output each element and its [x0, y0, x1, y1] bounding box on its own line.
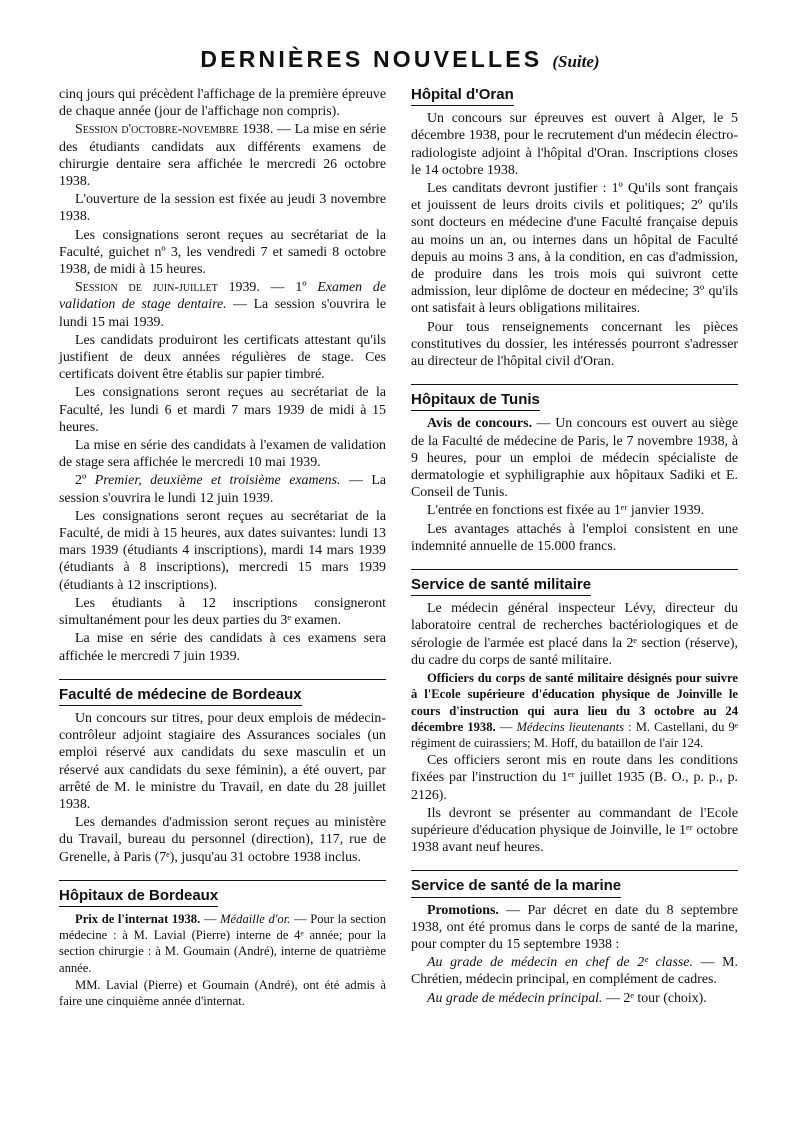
paragraph: Les consignations seront reçues au secrétariat de la Faculté, guichet nº 3, les vendredi 7 et samedi 8 octobre 1938, de midi à 15 heures.: [59, 227, 386, 278]
left-column: [59, 86, 386, 1010]
paragraph: Au grade de médecin principal. — 2ᵉ tour (choix).: [427, 990, 707, 1006]
paragraph: Les consignations seront reçues au secrétariat de la Faculté, de midi à 15 heures, aux dates suivantes: lundi 13 mars 1939 (étudiants 4 inscriptions), mardi 14 mars 1939 (étudiants à 8 inscriptions), mercredi 15 mars 1939 (étudiants à 12 inscriptions).: [59, 508, 386, 593]
paragraph: Officiers du corps de santé militaire désignés pour suivre à l'Ecole supérieure d'éducation physique de Joinville le cours d'instruction qui aura lieu du 3 octobre au 24 décembre 1938. — Médecins lieutenants : M. Castellani, du 9ᵉ régiment de cuirassiers; M. Hoff, du bataillon de l'air 124.: [411, 671, 739, 750]
paragraph: L'ouverture de la session est fixée au jeudi 3 novembre 1938.: [59, 192, 386, 225]
section-heading-sante-militaire: Service de santé militaire: [411, 576, 591, 596]
paragraph: Les consignations seront reçues au secrétariat de la Faculté, les lundi 6 et mardi 7 mars 1939 de midi à 15 heures.: [59, 385, 386, 435]
paragraph: Les étudiants à 12 inscriptions consigneront simultanément pour les deux parties du 3ᵉ examen.: [59, 595, 386, 629]
paragraph: Un concours sur épreuves est ouvert à Alger, le 5 décembre 1938, pour le recrutement d'un médecin électro-radiologiste adjoint à l'hôpital d'Oran. Inscriptions closes le 14 octobre 1938.: [411, 111, 738, 178]
paragraph: MM. Lavial (Pierre) et Goumain (André), ont été admis à faire une cinquième année d'internat.: [59, 977, 386, 1008]
paragraph: Ces officiers seront mis en route dans les conditions fixées par l'instruction du 1ᵉʳ juillet 1935 (B. O., p. p., p. 2126).: [411, 753, 738, 803]
section-heading-hopitaux-tunis: Hôpitaux de Tunis: [411, 391, 540, 411]
section-divider: [411, 870, 738, 901]
paragraph: Un concours sur titres, pour deux emplois de médecin-contrôleur adjoint stagiaire des Assurances sociales (un emploi réservé aux candidats du sexe masculin et un réservé aux candidats du sexe féminin), a été ouvert, par arrêté de M. le ministre du Travail, en date du 28 juillet 1938.: [59, 710, 386, 812]
paragraph: Ils devront se présenter au commandant de l'Ecole supérieure d'éducation physique de Joinville, le 1ᵉʳ octobre 1938 avant neuf heures.: [411, 805, 738, 856]
paragraph: L'entrée en fonctions est fixée au 1ᵉʳ janvier 1939.: [427, 503, 705, 519]
section-divider: [411, 384, 738, 415]
paragraph: cinq jours qui précèdent l'affichage de la première épreuve de chaque année (jour de l'affichage non compris).: [59, 87, 386, 120]
right-column: [411, 86, 738, 1008]
paragraph: Session d'octobre-novembre 1938. — La mise en série des étudiants candidats aux différents examens de chirurgie dentaire sera affichée le mercredi 26 octobre 1938.: [59, 122, 386, 190]
page-header: [0, 46, 800, 73]
paragraph: Les canditats devront justifier : 1º Qu'ils sont français et jouissent de leurs droits civils et politiques; 2º qu'ils sont docteurs en médecine d'une Faculté française depuis au moins un an, ou internes dans un hôpital de Faculté depuis au moins 3 ans, à la condition, en cas d'admission, de produire dans les trois mois qui suivront cette admission, leur diplôme de docteur en médecine; 3º qu'ils ont satisfait à leurs obligations militaires.: [411, 181, 738, 317]
section-heading-sante-marine: Service de santé de la marine: [411, 877, 621, 897]
paragraph: 2º Premier, deuxième et troisième examens. — La session s'ouvrira le lundi 12 juin 1939.: [59, 473, 386, 506]
paragraph: Les avantages attachés à l'emploi consistent en une indemnité annuelle de 15.000 francs.: [411, 521, 738, 554]
paragraph: Avis de concours. — Un concours est ouvert au siège de la Faculté de médecine de Paris, le 7 novembre 1938, à 9 heures, pour un emploi de médecin spécialiste de dermatologie et syphiligraphie aux hôpitaux Sadiki et E. Conseil de Tunis.: [411, 416, 738, 501]
section-divider: [411, 86, 738, 110]
section-divider: [411, 569, 738, 600]
paragraph: Prix de l'internat 1938. — Médaille d'or. — Pour la section médecine : à M. Lavial (Pierre) interne de 4ᵉ année; pour la section chirurgie : à M. Goumain (André), interne de quatrième année.: [59, 911, 386, 975]
paragraph: Session de juin-juillet 1939. — 1º Examen de validation de stage dentaire. — La session s'ouvrira le lundi 15 mai 1939.: [59, 280, 386, 330]
paragraph: La mise en série des candidats à l'examen de validation de stage sera affichée le mercredi 10 mai 1939.: [59, 438, 386, 471]
section-divider: [59, 880, 386, 911]
section-heading-hopitaux-bordeaux: Hôpitaux de Bordeaux: [59, 887, 218, 907]
paragraph: Pour tous renseignements concernant les pièces constitutives du dossier, les intéressés pourront s'adresser au directeur de l'hôpital civil d'Oran.: [411, 319, 738, 370]
section-heading-hopital-oran: Hôpital d'Oran: [411, 86, 514, 106]
page-title-suite: (Suite): [552, 52, 600, 71]
paragraph: Le médecin général inspecteur Lévy, directeur du laboratoire central de recherches bactériologiques et de sérologie de l'armée est placé dans la 2ᵉ section (réserve), du cadre du corps de santé militaire.: [411, 601, 738, 668]
paragraph: La mise en série des candidats à ces examens sera affichée le mercredi 7 juin 1939.: [59, 631, 386, 664]
paragraph: Les demandes d'admission seront reçues au ministère du Travail, bureau du personnel (direction), 117, rue de Grenelle, à Paris (7ᵉ), jusqu'au 31 octobre 1938 inclus.: [59, 815, 386, 865]
section-divider: [59, 679, 386, 710]
section-heading-faculte-bordeaux: Faculté de médecine de Bordeaux: [59, 686, 302, 706]
paragraph: Promotions. — Par décret en date du 8 septembre 1938, ont été promus dans le corps de santé de la marine, pour compter du 15 septembre 1938 :: [411, 902, 738, 952]
page-title: DERNIÈRES NOUVELLES: [200, 46, 543, 72]
paragraph: Les candidats produiront les certificats attestant qu'ils justifient de deux années régulières de stage. Ces certificats doivent être établis sur papier timbré.: [59, 332, 386, 383]
paragraph: Au grade de médecin en chef de 2ᵉ classe. — M. Chrétien, médecin principal, en complément de cadres.: [411, 955, 738, 988]
